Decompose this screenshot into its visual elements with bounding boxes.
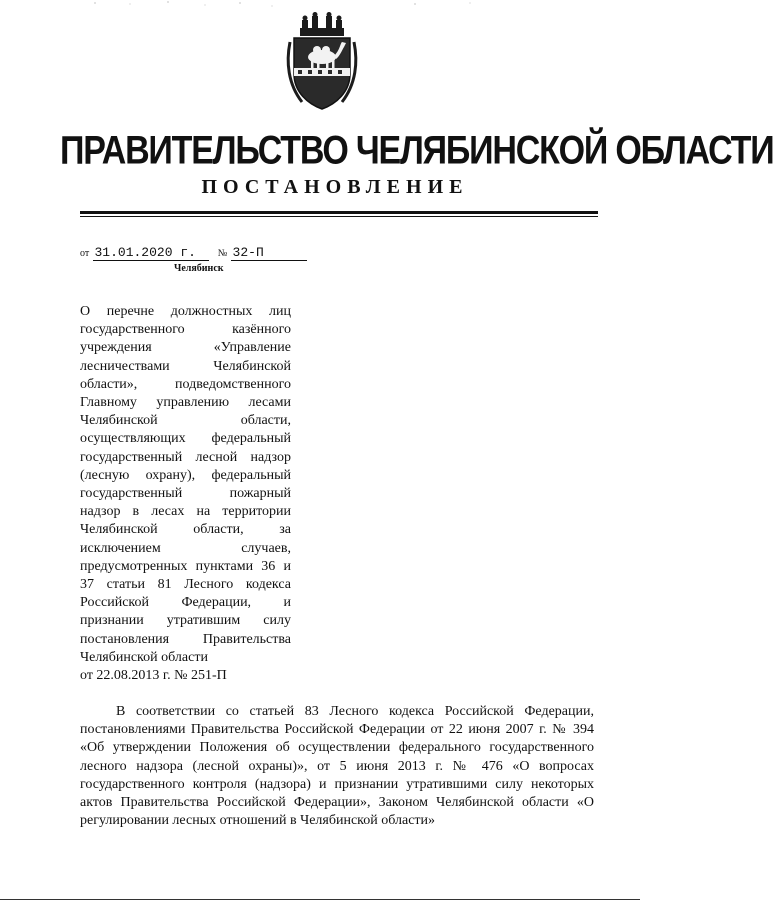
document-subject xyxy=(80,303,291,685)
document-meta-line xyxy=(80,244,307,261)
scan-bottom-edge xyxy=(0,899,640,900)
body-paragraph-text: В соответствии со статьей 83 Лесного кодекса Российской Федерации, постановлениями Правительства Российской Федерации от 22 июня 2007 г. № 394 «Об утверждении Положения об осуществлении федерального государственного лесного надзора (лесной охраны)», от 5 июня 2013 г. № 476 «О вопросах государственного контроля (надзора) и признании утратившими силу некоторых актов Правительства Российской Федерации», Законом Челябинской области «О регулировании лесных отношений в Челябинской области» xyxy=(80,704,594,829)
chelyabinsk-coat-of-arms-icon xyxy=(284,12,360,112)
document-number: 32-П xyxy=(231,246,307,261)
government-title: ПРАВИТЕЛЬСТВО ЧЕЛЯБИНСКОЙ ОБЛАСТИ xyxy=(60,128,773,173)
number-prefix: № xyxy=(217,248,228,259)
scan-noise xyxy=(0,0,640,12)
subject-last-line: от 22.08.2013 г. № 251-П xyxy=(80,668,227,684)
document-city: Челябинск xyxy=(174,263,224,274)
document-type-heading: ПОСТАНОВЛЕНИЕ xyxy=(201,176,469,198)
body-paragraph xyxy=(80,703,594,830)
subject-text: О перечне должностных лиц государственного казённого учреждения «Управление лесничествами Челябинской области», подведомственного Главному управлению лесами Челябинской области, осуществляющих федеральный государственный лесной надзор (лесную охрану), федеральный государственный пожарный надзор в лесах на территории Челябинской области, за исключением случаев, предусмотренных пунктами 36 и 37 статьи 81 Лесного кодекса Российской Федерации, и признании утратившим силу постановления Правительства Челябинской области xyxy=(80,304,291,665)
header-rule-thin xyxy=(80,216,598,217)
header-rule-thick xyxy=(80,211,598,214)
document-date: 31.01.2020 г. xyxy=(93,246,209,261)
date-prefix: от xyxy=(80,248,90,259)
